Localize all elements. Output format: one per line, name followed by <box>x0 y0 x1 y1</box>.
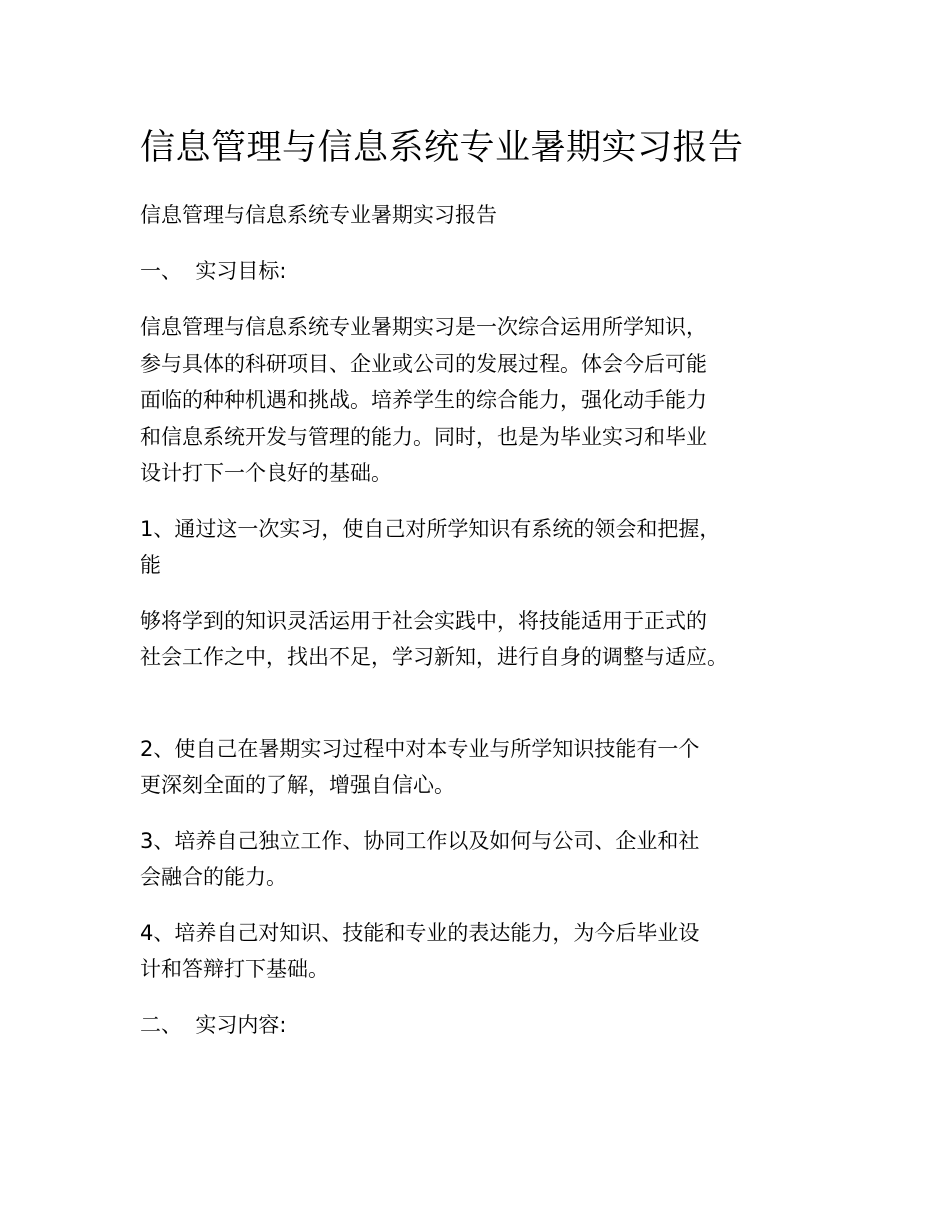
paragraph-line: 1、通过这一次实习，使自己对所学知识有系统的领会和把握， <box>140 516 721 541</box>
section-heading-goals: 一、 实习目标: <box>140 259 287 283</box>
document-title: 信息管理与信息系统专业暑期实习报告 <box>140 128 744 168</box>
paragraph-line: 社会工作之中，找出不足，学习新知，进行自身的调整与适应。 <box>140 645 728 669</box>
paragraph-item-2 <box>140 731 820 804</box>
paragraph-item-4 <box>140 915 820 988</box>
paragraph-line: 信息管理与信息系统专业暑期实习是一次综合运用所学知识， <box>140 315 707 339</box>
paragraph-item-3 <box>140 823 820 896</box>
paragraph-line: 够将学到的知识灵活运用于社会实践中，将技能适用于正式的 <box>140 608 707 633</box>
document-body <box>140 121 820 1063</box>
paragraph-line: 计和答辩打下基础。 <box>140 957 329 981</box>
paragraph-line: 面临的种种机遇和挑战。培养学生的综合能力，强化动手能力 <box>140 388 707 412</box>
paragraph-line: 参与具体的科研项目、企业或公司的发展过程。体会今后可能 <box>140 351 707 376</box>
paragraph-line: 会融合的能力。 <box>140 865 287 889</box>
paragraph-line: 2、使自己在暑期实习过程中对本专业与所学知识技能有一个 <box>140 736 700 761</box>
paragraph-item-1 <box>140 511 820 584</box>
paragraph-line: 3、培养自己独立工作、协同工作以及如何与公司、企业和社 <box>140 828 700 853</box>
paragraph-line: 设计打下一个良好的基础。 <box>140 461 392 485</box>
paragraph-line: 更深刻全面的了解，增强自信心。 <box>140 773 455 797</box>
section-heading-content: 二、 实习内容: <box>140 1012 287 1037</box>
paragraph-line: 能 <box>140 553 161 577</box>
document-subtitle: 信息管理与信息系统专业暑期实习报告 <box>140 203 497 227</box>
paragraph-intro <box>140 309 820 492</box>
paragraph-line: 和信息系统开发与管理的能力。同时，也是为毕业实习和毕业 <box>140 424 707 449</box>
paragraph-item-1-continued <box>140 603 820 676</box>
paragraph-line: 4、培养自己对知识、技能和专业的表达能力，为今后毕业设 <box>140 920 700 945</box>
